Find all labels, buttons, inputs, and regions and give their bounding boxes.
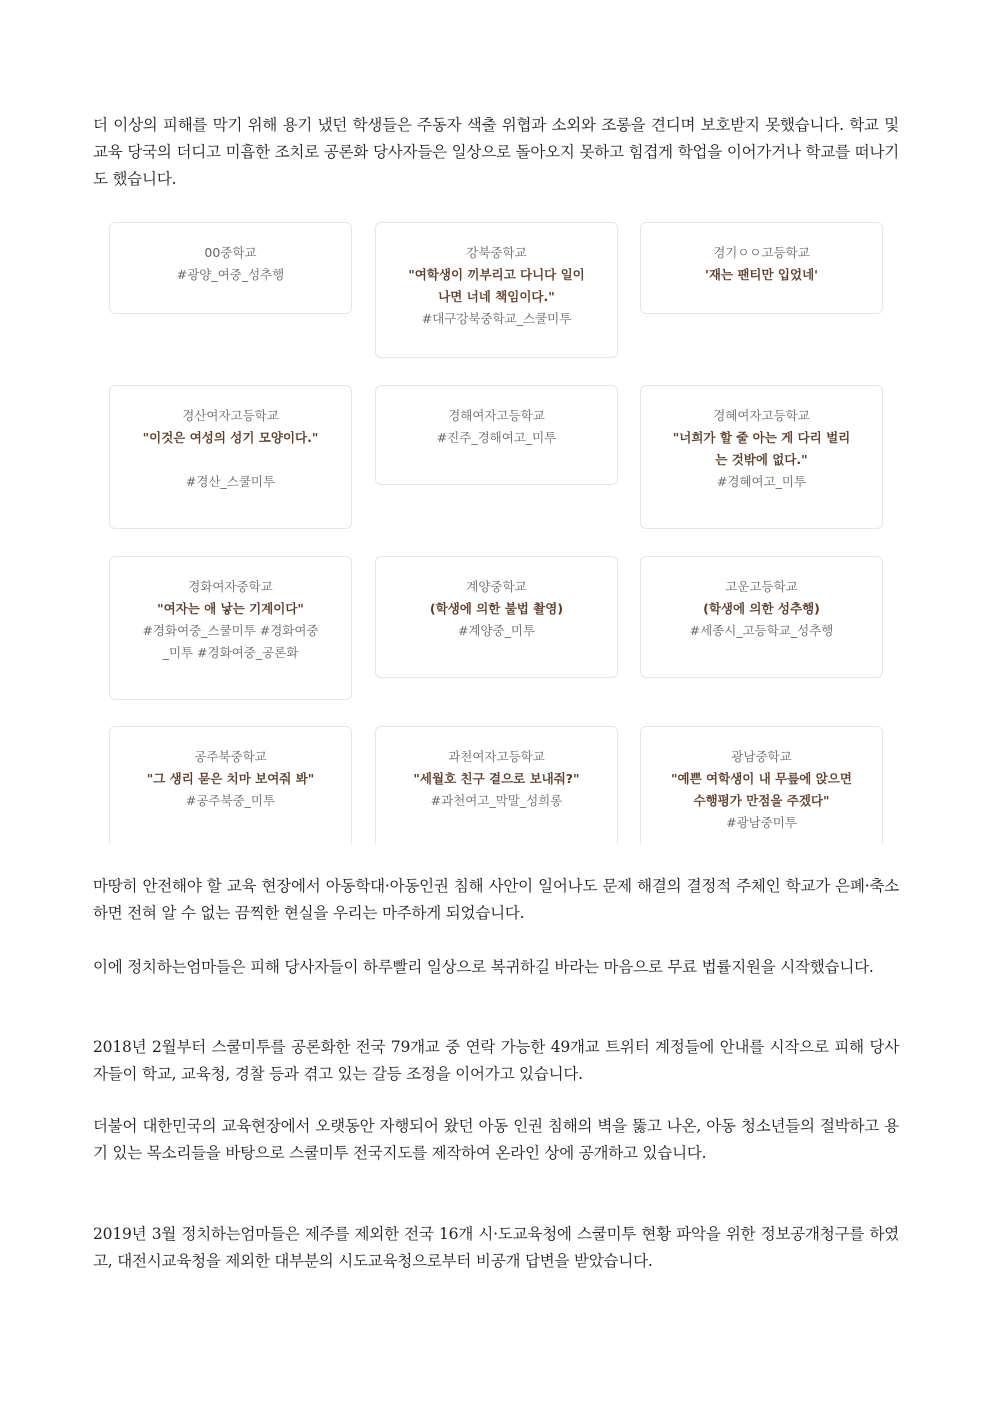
school-metoo-card-grid [108,222,885,844]
card-school-name: 강북중학교 [466,245,527,260]
school-card [375,556,618,678]
card-school-name: 경산여자고등학교 [182,408,279,423]
card-quote: "그 생리 묻은 치마 보여줘 봐" [146,771,315,786]
card-hashtag: #계양중_미투 [457,623,536,638]
card-quote: (학생에 의한 불법 촬영) [429,601,564,616]
card-school-name: 경기ㅇㅇ고등학교 [713,245,810,260]
card-hashtag: #세종시_고등학교_성추행 [689,623,834,638]
school-card [640,726,883,844]
card-school-name: 00중학교 [204,245,257,260]
school-card [375,222,618,358]
school-card [109,726,352,844]
card-quote: "너희가 할 줄 아는 게 다리 벌리는 것밖에 없다." [672,430,851,467]
card-school-name: 계양중학교 [466,579,527,594]
card-quote: "여자는 애 낳는 기계이다" [157,601,304,616]
school-card [640,222,883,314]
school-card [640,385,883,529]
card-hashtag: #진주_경해여고_미투 [436,430,557,445]
school-card [109,222,352,314]
card-quote: "여학생이 끼부리고 다니다 일이 나면 너네 책임이다." [408,267,585,304]
card-school-name: 고운고등학교 [725,579,798,594]
card-school-name: 과천여자고등학교 [448,749,545,764]
card-hashtag: #경산_스쿨미투 [185,474,276,489]
body-paragraph: 더불어 대한민국의 교육현장에서 오랫동안 자행되어 왔던 아동 인권 침해의 벽을 뚫고 나온, 아동 청소년들의 절박하고 용기 있는 목소리들을 바탕으로 스쿨미투 전국지도를 제작하여 온라인 상에 공개하고 있습니다. [93,1117,899,1162]
card-quote: '재는 팬티만 입었네' [705,267,818,282]
card-quote: "세월호 친구 곁으로 보내줘?" [413,771,580,786]
card-hashtag: #과천여고_막말_성희롱 [430,793,563,808]
school-card [109,556,352,700]
card-hashtag: #광남중미투 [726,815,797,830]
card-hashtag: #공주북중_미투 [185,793,276,808]
body-paragraph: 2018년 2월부터 스쿨미투를 공론화한 전국 79개교 중 연락 가능한 49개교 트위터 계정들에 안내를 시작으로 피해 당사자들이 학교, 교육청, 경찰 등과 겪고 있는 갈등 조정을 이어가고 있습니다. [93,1038,899,1083]
card-quote: "이것은 여성의 성기 모양이다." [142,430,319,445]
card-quote: "예쁜 여학생이 내 무릎에 앉으면 수행평가 만점을 주겠다" [671,771,852,808]
body-paragraph: 마땅히 안전해야 할 교육 현장에서 아동학대·아동인권 침해 사안이 일어나도 문제 해결의 결정적 주체인 학교가 은폐·축소하면 전혀 알 수 없는 끔찍한 현실을 우리는 마주하게 되었습니다. [93,877,899,922]
body-paragraph: 2019년 3월 정치하는엄마들은 제주를 제외한 전국 16개 시·도교육청에 스쿨미투 현황 파악을 위한 정보공개청구를 하였고, 대전시교육청을 제외한 대부분의 시도교육청으로부터 비공개 답변을 받았습니다. [93,1225,899,1270]
card-school-name: 경해여자고등학교 [448,408,545,423]
school-card [375,385,618,485]
card-hashtag: #경화여중_스쿨미투 #경화여중_미투 #경화여중_공론화 [142,623,319,660]
intro-paragraph: 더 이상의 피해를 막기 위해 용기 냈던 학생들은 주동자 색출 위협과 소외와 조롱을 견디며 보호받지 못했습니다. 학교 및 교육 당국의 더디고 미흡한 조치로 공론화 당사자들은 일상으로 돌아오지 못하고 힘겹게 학업을 이어가거나 학교를 떠나기도 했습니다. [93,116,899,188]
school-card [375,726,618,844]
card-hashtag: #대구강북중학교_스쿨미투 [421,311,572,326]
card-quote: (학생에 의한 성추행) [703,601,820,616]
body-paragraph: 이에 정치하는엄마들은 피해 당사자들이 하루빨리 일상으로 복귀하길 바라는 마음으로 무료 법률지원을 시작했습니다. [93,958,874,976]
card-school-name: 공주북중학교 [194,749,267,764]
card-hashtag: #광양_여중_성추행 [176,267,285,282]
school-card [640,556,883,678]
school-card [109,385,352,529]
card-school-name: 경화여자중학교 [188,579,273,594]
card-school-name: 광남중학교 [731,749,792,764]
card-school-name: 경혜여자고등학교 [713,408,810,423]
card-hashtag: #경혜여고_미투 [716,474,807,489]
